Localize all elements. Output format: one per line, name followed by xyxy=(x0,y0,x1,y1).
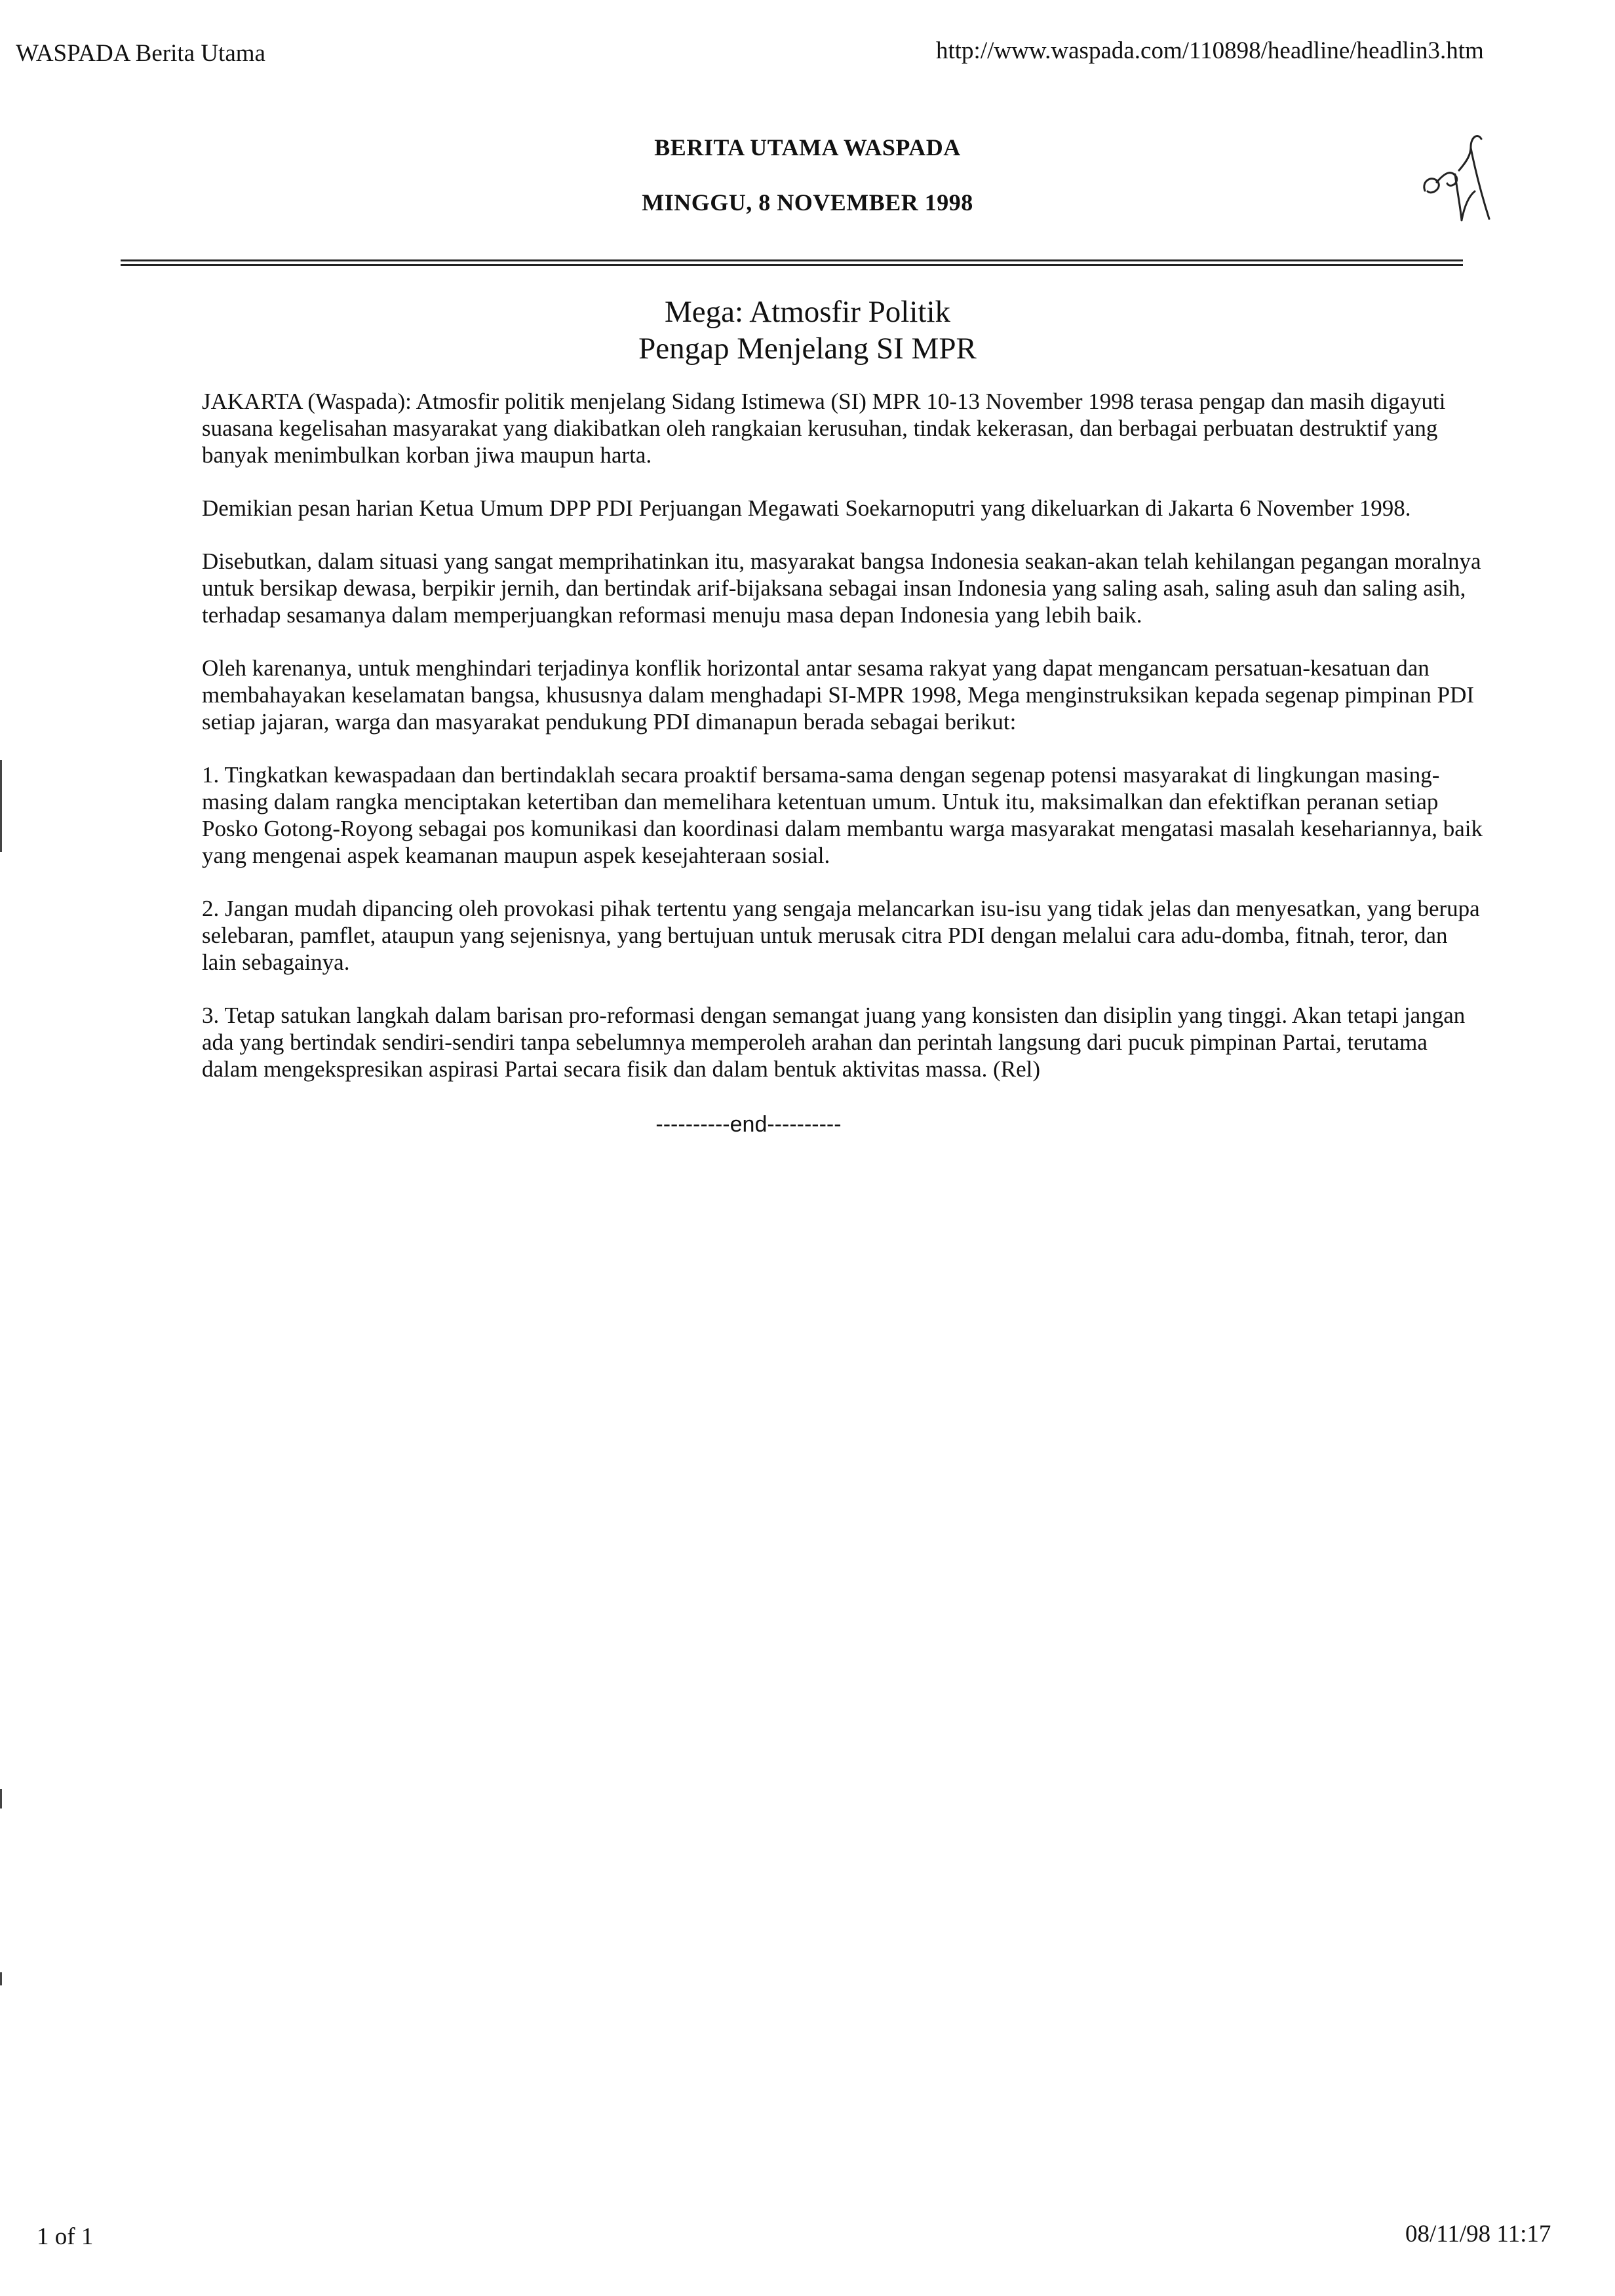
article-paragraph: Disebutkan, dalam situasi yang sangat memprihatinkan itu, masyarakat bangsa Indonesia seakan-akan telah kehilangan pegangan moralnya untuk bersikap dewasa, berpikir jernih, dan bertindak arif-bijaksana sebagai insan Indonesia yang saling asah, saling asuh dan saling asih, terhadap sesamanya dalam memperjuangkan reformasi menuju masa depan Indonesia yang lebih baik. xyxy=(202,548,1481,628)
article-paragraph: Oleh karenanya, untuk menghindari terjadinya konflik horizontal antar sesama rakyat yang dapat mengancam persatuan-kesatuan dan membahayakan keselamatan bangsa, khususnya dalam menghadapi SI-MPR 1998, Mega menginstruksikan kepada segenap pimpinan PDI setiap jajaran, warga dan masyarakat pendukung PDI dimanapun berada sebagai berikut: xyxy=(202,655,1475,735)
article-paragraph: JAKARTA (Waspada): Atmosfir politik menjelang Sidang Istimewa (SI) MPR 10-13 November 1998 terasa pengap dan masih digayuti suasana kegelisahan masyarakat yang diakibatkan oleh rangkaian kerusuhan, tindak kekerasan, dan berbagai perbuatan destruktif yang banyak menimbulkan korban jiwa maupun harta. xyxy=(202,389,1446,468)
scan-edge-mark xyxy=(0,1789,2,1808)
article-paragraph: 2. Jangan mudah dipancing oleh provokasi pihak tertentu yang sengaja melancarkan isu-isu yang tidak jelas dan menyesatkan, yang berupa selebaran, pamflet, ataupun yang sejenisnya, yang bertujuan untuk merusak citra PDI dengan melalui cara adu-domba, fitnah, teror, dan lain sebagainya. xyxy=(202,896,1480,975)
header-divider xyxy=(121,259,1463,266)
print-timestamp: 08/11/98 11:17 xyxy=(1405,2221,1551,2248)
article-paragraph: Demikian pesan harian Ketua Umum DPP PDI Perjuangan Megawati Soekarnoputri yang dikeluarkan di Jakarta 6 November 1998. xyxy=(202,495,1411,521)
masthead-title: BERITA UTAMA WASPADA xyxy=(654,134,961,161)
print-page-title: WASPADA Berita Utama xyxy=(16,40,265,67)
masthead-date: MINGGU, 8 NOVEMBER 1998 xyxy=(642,189,973,216)
article-paragraph: 3. Tetap satukan langkah dalam barisan pro-reformasi dengan semangat juang yang konsisten dan disiplin yang tinggi. Akan tetapi jangan ada yang bertindak sendiri-sendiri tanpa sebelumnya memperoleh arahan dan perintah langsung dari pucuk pimpinan Partai, terutama dalam mengekspresikan aspirasi Partai secara fisik dan dalam bentuk aktivitas massa. (Rel) xyxy=(202,1003,1466,1082)
print-page-count: 1 of 1 xyxy=(37,2223,94,2250)
article-headline-line-1: Mega: Atmosfir Politik xyxy=(664,295,951,329)
scan-edge-mark xyxy=(0,760,2,852)
print-url: http://www.waspada.com/110898/headline/headlin3.htm xyxy=(936,37,1484,64)
article-paragraph: 1. Tingkatkan kewaspadaan dan bertindaklah secara proaktif bersama-sama dengan segenap potensi masyarakat di lingkungan masing-masing dalam rangka menciptakan ketertiban dan memelihara ketentuan umum. Untuk itu, maksimalkan dan efektifkan peranan setiap Posko Gotong-Royong sebagai pos komunikasi dan koordinasi dalam membantu warga masyarakat mengatasi masalah kesehariannya, baik yang mengenai aspek keamanan maupun aspek kesejahteraan sosial. xyxy=(202,762,1483,868)
end-marker: ----------end---------- xyxy=(655,1112,842,1137)
article-body xyxy=(202,388,1487,1138)
article-headline-line-2: Pengap Menjelang SI MPR xyxy=(638,332,977,366)
handwritten-initials xyxy=(1418,128,1497,230)
scan-edge-mark xyxy=(0,1972,2,1985)
